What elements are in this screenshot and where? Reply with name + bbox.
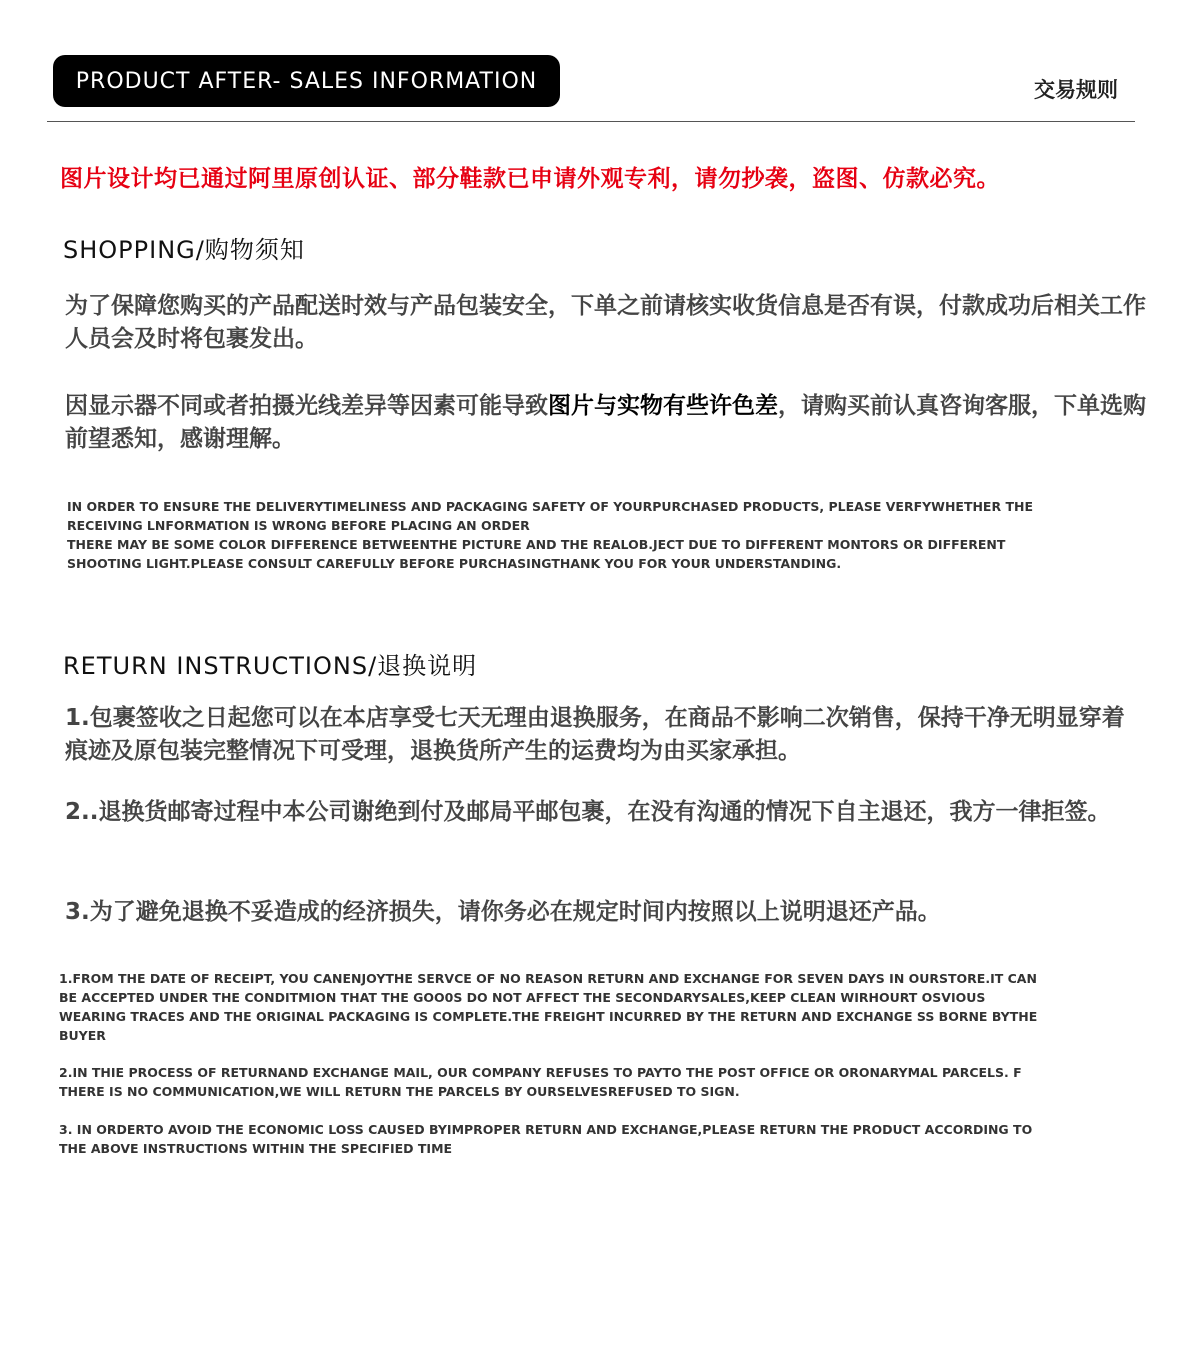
shopping-english-2: THERE MAY BE SOME COLOR DIFFERENCE BETWEENTHE PICTURE AND THE REALOB.JECT DUE TO DIFFERENT MONTORS OR DIFFERENT SHOOTING LIGHT.PLEASE CONSULT CAREFULLY BEFORE PURCHASINGTHANK YOU FOR YOUR UNDERSTANDING. bbox=[67, 537, 1006, 571]
copyright-notice: 图片设计均已通过阿里原创认证、部分鞋款已申请外观专利，请勿抄袭，盗图、仿款必究。 bbox=[60, 166, 1000, 192]
return-item-3: 3.为了避免退换不妥造成的经济损失，请你务必在规定时间内按照以上说明退还产品。 bbox=[65, 899, 941, 925]
return-item-2: 2..退换货邮寄过程中本公司谢绝到付及邮局平邮包裹，在没有沟通的情况下自主退还，我方一律拒签。 bbox=[65, 799, 1111, 825]
shopping-english-1: IN ORDER TO ENSURE THE DELIVERYTIMELINESS AND PACKAGING SAFETY OF YOURPURCHASED PRODUCTS, PLEASE VERFYWHETHER THE RECEIVING LNFORMATION IS WRONG BEFORE PLACING AN ORDER bbox=[67, 499, 1033, 533]
header-divider bbox=[47, 121, 1135, 122]
para2-text-before: 因显示器不同或者拍摄光线差异等因素可能导致 bbox=[65, 393, 548, 419]
section-header-pill bbox=[53, 55, 560, 107]
header-title: PRODUCT AFTER- SALES INFORMATION bbox=[75, 68, 538, 94]
return-title: RETURN INSTRUCTIONS/退换说明 bbox=[63, 652, 478, 680]
shopping-english-text bbox=[67, 497, 1057, 573]
shopping-paragraph-2 bbox=[65, 390, 1165, 456]
shopping-paragraph-1: 为了保障您购买的产品配送时效与产品包装安全，下单之前请核实收货信息是否有误，付款成功后相关工作人员会及时将包裹发出。 bbox=[65, 293, 1146, 352]
para2-text-after: ，请购买前认真咨询客服，下单选购前望悉知，感谢理解。 bbox=[65, 393, 1146, 452]
color-difference-emphasis: 图片与实物有些许色差 bbox=[548, 393, 778, 419]
trade-rules-label: 交易规则 bbox=[1034, 78, 1118, 102]
return-item-1: 1.包裹签收之日起您可以在本店享受七天无理由退换服务，在商品不影响二次销售，保持干净无明显穿着痕迹及原包装完整情况下可受理，退换货所产生的运费均为由买家承担。 bbox=[65, 705, 1125, 764]
return-english-2: 2.IN THIE PROCESS OF RETURNAND EXCHANGE MAIL, OUR COMPANY REFUSES TO PAYTO THE POST OFFICE OR ORONARYMAL PARCELS. F THERE IS NO COMMUNICATION,WE WILL RETURN THE PARCELS BY OURSELVESREFUSED TO SIGN. bbox=[59, 1065, 1022, 1099]
return-english-1: 1.FROM THE DATE OF RECEIPT, YOU CANENJOYTHE SERVCE OF NO REASON RETURN AND EXCHANGE FOR SEVEN DAYS IN OURSTORE.IT CAN BE ACCEPTED UNDER THE CONDITMION THAT THE GOO0S DO NOT AFFECT THE SECONDARYSALES,KEEP CLEAN WIRHOURT OSVIOUS WEARING TRACES AND THE ORIGINAL PACKAGING IS COMPLETE.THE FREIGHT INCURRED BY THE RETURN AND EXCHANGE SS BORNE BYTHE BUYER bbox=[59, 971, 1038, 1043]
return-english-3: 3. IN ORDERTO AVOID THE ECONOMIC LOSS CAUSED BYIMPROPER RETURN AND EXCHANGE,PLEASE RETURN THE PRODUCT ACCORDING TO THE ABOVE INSTRUCTIONS WITHIN THE SPECIFIED TIME bbox=[59, 1122, 1033, 1156]
shopping-title: SHOPPING/购物须知 bbox=[63, 236, 305, 264]
